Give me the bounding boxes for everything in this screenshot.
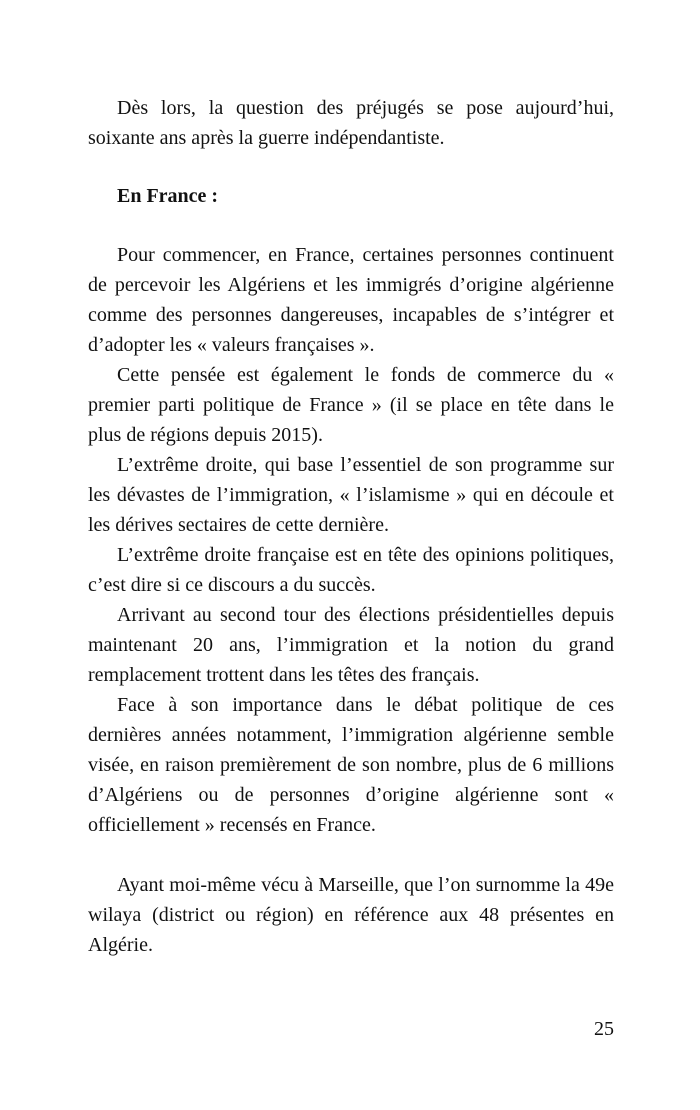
paragraph-intro: Dès lors, la question des préjugés se pose aujourd’hui, soixante ans après la guerre indépendantiste. — [88, 97, 614, 149]
paragraph-marseille: Ayant moi-même vécu à Marseille, que l’on surnomme la 49e wilaya (district ou région) en référence aux 48 présentes en Algérie. — [88, 874, 614, 956]
section-heading-en-france: En France : — [117, 185, 219, 207]
paragraph-perception: Pour commencer, en France, certaines personnes continuent de percevoir les Algériens et les immigrés d’origine algérienne comme des personnes dangereuses, incapables de s’intégrer et d’adopter les « valeurs françaises ». — [88, 244, 614, 356]
paragraph-fonds-de-commerce: Cette pensée est également le fonds de commerce du « premier parti politique de France » (il se place en tête dans le plus de régions depuis 2015). — [88, 364, 614, 446]
paragraph-opinions: L’extrême droite française est en tête des opinions politiques, c’est dire si ce discours a du succès. — [88, 544, 614, 596]
paragraph-extreme-droite: L’extrême droite, qui base l’essentiel de son programme sur les dévastes de l’immigration, « l’islamisme » qui en découle et les dérives sectaires de cette dernière. — [88, 454, 614, 536]
paragraph-immigration-algerienne: Face à son importance dans le débat politique de ces dernières années notamment, l’immigration algérienne semble visée, en raison premièrement de son nombre, plus de 6 millions d’Algériens ou de personnes d’origine algérienne sont « officiellement » recensés en France. — [88, 694, 614, 836]
paragraph-second-tour: Arrivant au second tour des élections présidentielles depuis maintenant 20 ans, l’immigration et la notion du grand remplacement trottent dans les têtes des français. — [88, 604, 614, 686]
book-page-body — [88, 93, 614, 960]
page-number: 25 — [594, 1018, 614, 1040]
